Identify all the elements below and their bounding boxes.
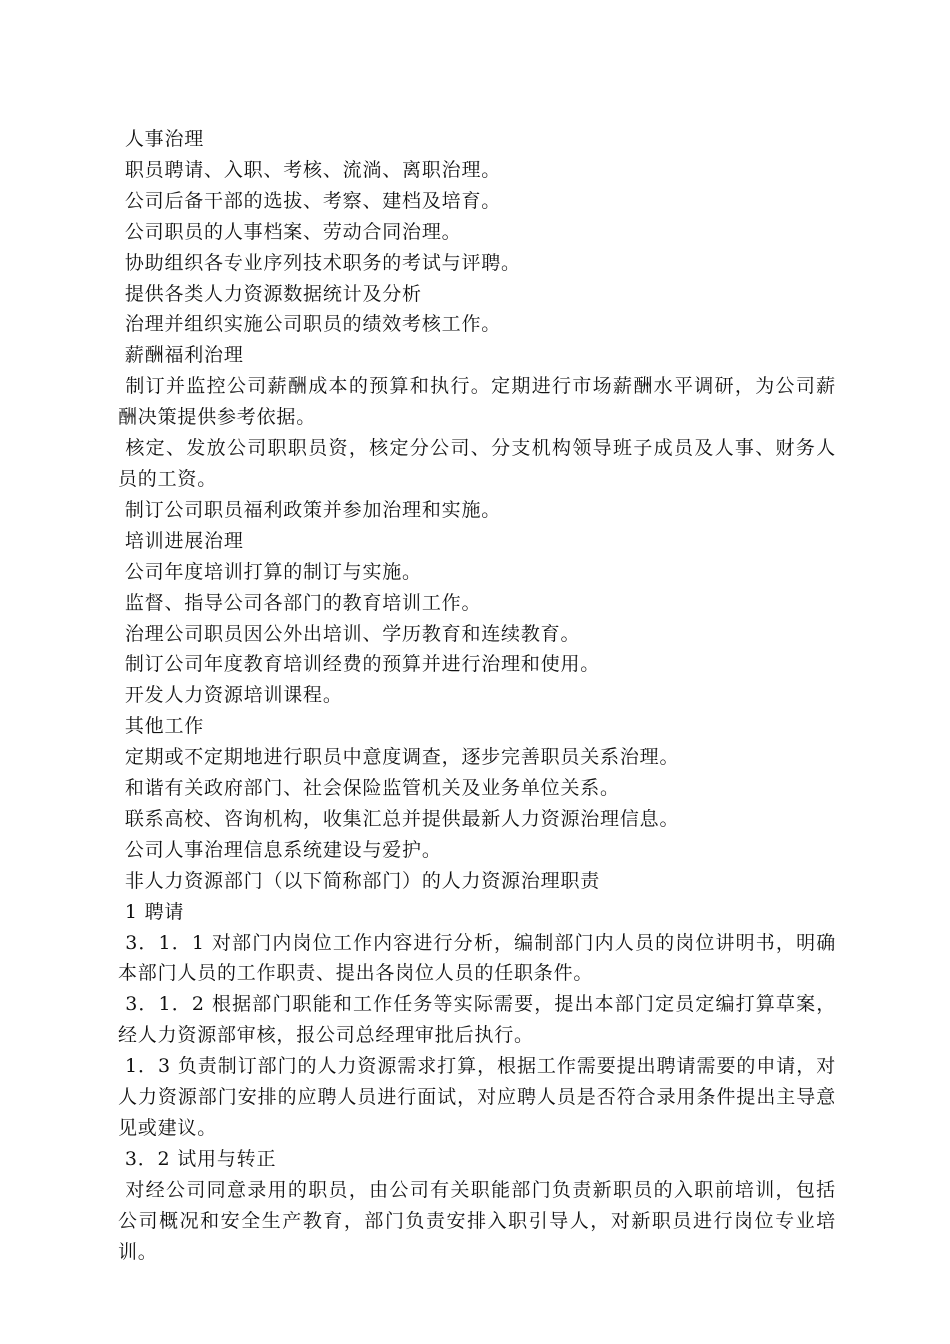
section-heading-compensation: 薪酬福利治理	[118, 344, 244, 367]
paragraph: 对经公司同意录用的职员，由公司有关职能部门负责新职员的入职前培训，包括公司概况和安全生产教育，部门负责安排入职引导人，对新职员进行岗位专业培训。	[118, 1178, 836, 1263]
paragraph: 公司年度培训打算的制订与实施。	[118, 560, 422, 583]
section-heading-other: 其他工作	[118, 715, 205, 738]
paragraph: 制订公司职员福利政策并参加治理和实施。	[118, 498, 502, 521]
paragraph: 联系高校、咨询机构，收集汇总并提供最新人力资源治理信息。	[118, 807, 680, 830]
paragraph: 3．1．2 根据部门职能和工作任务等实际需要，提出本部门定员定编打算草案，经人力资源部审核，报公司总经理审批后执行。	[118, 993, 837, 1047]
paragraph: 监督、指导公司各部门的教育培训工作。	[118, 591, 482, 614]
paragraph: 治理并组织实施公司职员的绩效考核工作。	[118, 313, 502, 336]
paragraph: 公司职员的人事档案、劳动合同治理。	[118, 220, 462, 243]
paragraph: 制订公司年度教育培训经费的预算并进行治理和使用。	[118, 653, 601, 676]
paragraph: 职员聘请、入职、考核、流淌、离职治理。	[118, 158, 502, 181]
paragraph: 公司人事治理信息系统建设与爱护。	[118, 838, 442, 861]
document-body	[118, 124, 836, 1268]
section-heading-probation: 3．2 试用与转正	[118, 1147, 277, 1170]
paragraph: 定期或不定期地进行职员中意度调查，逐步完善职员关系治理。	[118, 746, 680, 769]
section-heading-training: 培训进展治理	[118, 529, 244, 552]
section-heading-department-duties: 非人力资源部门（以下简称部门）的人力资源治理职责	[118, 869, 601, 892]
paragraph: 协助组织各专业序列技术职务的考试与评聘。	[118, 251, 521, 274]
paragraph: 提供各类人力资源数据统计及分析	[118, 282, 422, 305]
paragraph: 核定、发放公司职职员资，核定分公司、分支机构领导班子成员及人事、财务人员的工资。	[118, 437, 836, 490]
paragraph: 3．1．1 对部门内岗位工作内容进行分析，编制部门内人员的岗位讲明书，明确本部门人员的工作职责、提出各岗位人员的任职条件。	[118, 931, 837, 985]
paragraph: 1．3 负责制订部门的人力资源需求打算，根据工作需要提出聘请需要的申请，对人力资源部门安排的应聘人员进行面试，对应聘人员是否符合录用条件提出主导意见或建议。	[118, 1055, 836, 1139]
paragraph: 制订并监控公司薪酬成本的预算和执行。定期进行市场薪酬水平调研，为公司薪酬决策提供参考依据。	[118, 375, 836, 429]
paragraph: 公司后备干部的选拔、考察、建档及培育。	[118, 189, 502, 212]
paragraph: 和谐有关政府部门、社会保险监管机关及业务单位关系。	[118, 777, 620, 800]
paragraph: 开发人力资源培训课程。	[118, 684, 343, 707]
section-heading-recruitment: 1 聘请	[118, 900, 185, 923]
section-heading-personnel: 人事治理	[118, 128, 205, 150]
paragraph: 治理公司职员因公外出培训、学历教育和连续教育。	[118, 622, 581, 645]
